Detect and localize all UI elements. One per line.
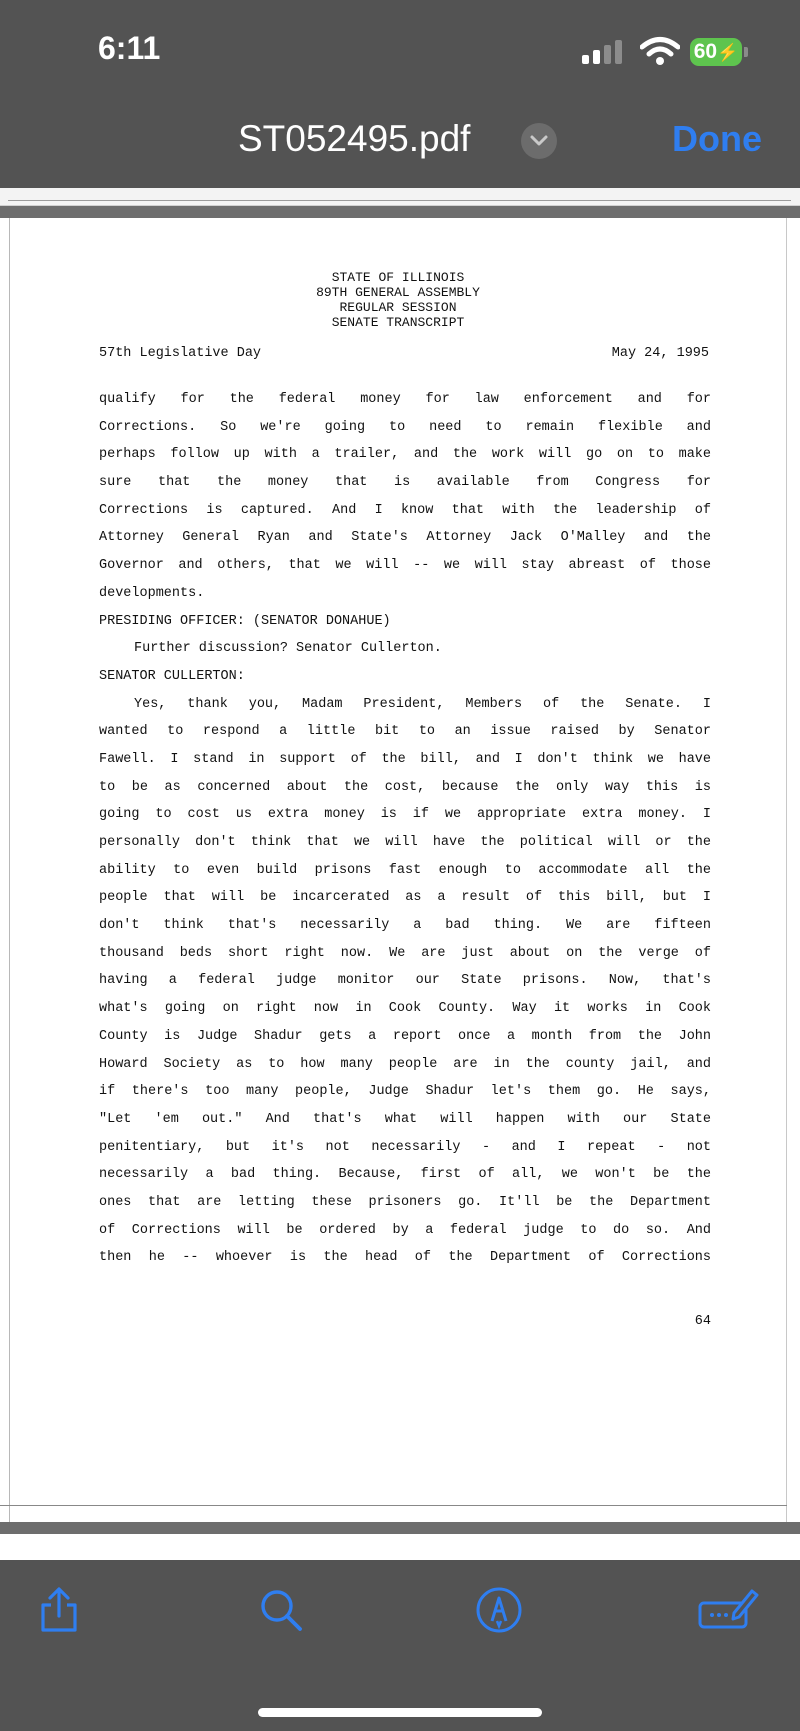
cellular-signal-icon <box>582 40 624 64</box>
keyboard-pen-icon[interactable] <box>696 1585 760 1635</box>
text-line: penitentiary, but it's not necessarily - and I repeat - not <box>99 1139 711 1155</box>
text-line: Corrections. So we're going to need to remain flexible and <box>99 419 711 435</box>
home-indicator[interactable] <box>258 1708 542 1717</box>
scan-line <box>0 1505 787 1506</box>
text-line: if there's too many people, Judge Shadur let's them go. He says, <box>99 1084 711 1100</box>
text-line: thousand beds short right now. We are just about on the verge of <box>99 945 711 961</box>
text-line: to be as concerned about the cost, because the only way this is <box>99 779 711 795</box>
page-number: 64 <box>694 1314 711 1329</box>
speaker-label: PRESIDING OFFICER: (SENATOR DONAHUE) <box>99 613 391 629</box>
text-line: Further discussion? Senator Cullerton. <box>134 641 442 657</box>
text-line: necessarily a bad thing. Because, first of all, we won't be the <box>99 1167 711 1183</box>
text-line: having a federal judge monitor our State prisons. Now, that's <box>99 973 711 989</box>
markup-icon[interactable] <box>474 1585 524 1635</box>
page-border <box>786 218 787 1522</box>
transcript-date: May 24, 1995 <box>611 346 709 361</box>
previous-page-edge <box>0 188 800 206</box>
search-icon[interactable] <box>256 1585 306 1635</box>
bottom-toolbar <box>0 1560 800 1731</box>
charging-bolt-icon: ⚡ <box>717 43 739 62</box>
header-line: 89TH GENERAL ASSEMBLY <box>316 285 480 300</box>
text-line: ability to even build prisons fast enough to accommodate all the <box>99 862 711 878</box>
pdf-page <box>9 218 787 1522</box>
day-date-row <box>99 346 709 361</box>
text-line: perhaps follow up with a trailer, and the work will go on to make <box>99 447 711 463</box>
document-title[interactable]: ST052495.pdf <box>238 118 471 159</box>
status-time: 6:11 <box>98 30 161 66</box>
next-page-edge <box>9 1534 787 1560</box>
battery-indicator <box>690 38 742 66</box>
wifi-icon <box>640 36 680 66</box>
pdf-viewer[interactable] <box>0 188 800 1560</box>
text-line: don't think that's necessarily a bad thing. We are fifteen <box>99 918 711 934</box>
status-bar <box>0 0 800 100</box>
header-line: REGULAR SESSION <box>339 300 457 315</box>
text-line: sure that the money that is available from Congress for <box>99 475 711 491</box>
battery-level: 60 <box>693 40 718 63</box>
text-line: Governor and others, that we will -- we will stay abreast of those <box>99 558 711 574</box>
text-line: then he -- whoever is the head of the Department of Corrections <box>99 1250 711 1266</box>
page-gap <box>0 206 800 218</box>
text-line: wanted to respond a little bit to an issue raised by Senator <box>99 724 711 740</box>
text-line: qualify for the federal money for law enforcement and for <box>99 392 711 407</box>
speaker-label: SENATOR CULLERTON: <box>99 668 245 684</box>
text-line: personally don't think that we will have the political will or the <box>99 835 711 850</box>
done-button[interactable]: Done <box>672 118 762 159</box>
page-gap <box>0 1522 800 1534</box>
header-line: SENATE TRANSCRIPT <box>331 315 465 330</box>
text-line: of Corrections will be ordered by a federal judge to do so. And <box>99 1222 711 1238</box>
transcript-body <box>99 386 711 1272</box>
text-line: developments. <box>99 585 205 601</box>
header-line: STATE OF ILLINOIS <box>331 270 465 285</box>
text-line: Attorney General Ryan and State's Attorney Jack O'Malley and the <box>99 530 711 546</box>
battery-nub <box>744 47 748 57</box>
page-border <box>9 218 10 1522</box>
text-line: ones that are letting these prisoners go. It'll be the Department <box>99 1194 711 1210</box>
text-line: Fawell. I stand in support of the bill, and I don't think we have <box>99 751 711 767</box>
text-line: Corrections is captured. And I know that with the leadership of <box>99 502 711 518</box>
text-line: going to cost us extra money is if we appropriate extra money. I <box>99 807 711 823</box>
chevron-down-icon <box>521 123 557 159</box>
text-line: Yes, thank you, Madam President, Members of the Senate. I <box>134 696 711 712</box>
text-line: what's going on right now in Cook County. Way it works in Cook <box>99 1001 711 1017</box>
transcript-header <box>9 270 787 330</box>
text-line: Howard Society as to how many people are in the county jail, and <box>99 1056 711 1072</box>
text-line: County is Judge Shadur gets a report once a month from the John <box>99 1028 711 1044</box>
legislative-day: 57th Legislative Day <box>99 346 262 361</box>
text-line: "Let 'em out." And that's what will happen with our State <box>99 1111 711 1127</box>
share-icon[interactable] <box>34 1585 84 1635</box>
text-line: people that will be incarcerated as a result of this bill, but I <box>99 890 711 906</box>
title-menu-button[interactable] <box>521 123 557 159</box>
